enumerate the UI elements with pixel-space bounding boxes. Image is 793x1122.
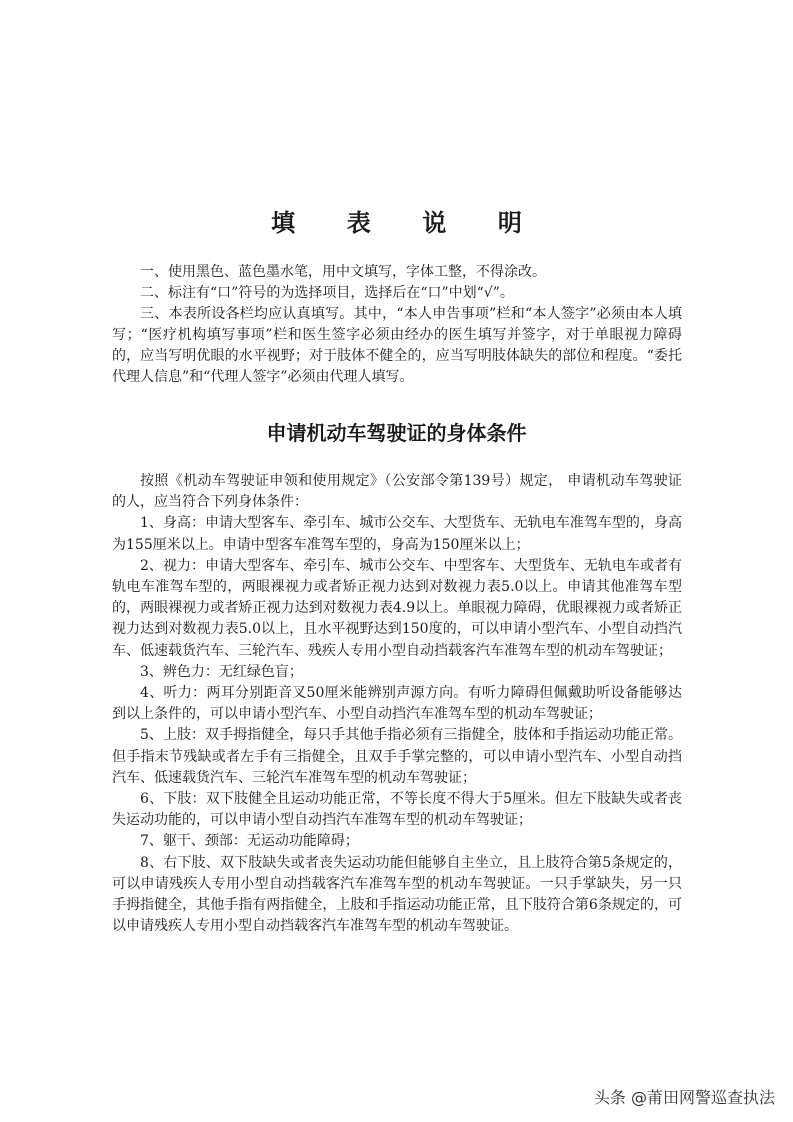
conditions-section <box>112 471 682 937</box>
condition-paragraph: 7、躯干、颈部：无运动功能障碍； <box>140 833 359 850</box>
condition-paragraph: 6、下肢：双下肢健全且运动功能正常，不等长度不得大于5厘米。但左下肢缺失或者丧失运动功能的，可以申请小型自动挡汽车准驾车型的机动车驾驶证； <box>112 791 682 829</box>
condition-paragraph: 按照《机动车驾驶证申领和使用规定》（公安部令第139号）规定， 申请机动车驾驶证的人，应当符合下列身体条件： <box>112 473 682 511</box>
condition-paragraph: 8、右下肢、双下肢缺失或者丧失运动功能但能够自主坐立，且上肢符合第5条规定的，可以申请残疾人专用小型自动挡载客汽车准驾车型的机动车驾驶证。一只手掌缺失，另一只手拇指健全，其他手指有两指健全，上肢和手指运动功能正常，且下肢符合第6条规定的，可以申请残疾人专用小型自动挡载客汽车准驾车型的机动车驾驶证。 <box>112 854 682 935</box>
section-title: 申请机动车驾驶证的身体条件 <box>266 421 527 445</box>
watermark: 头条 @莆田网警巡查执法 <box>593 1088 775 1107</box>
condition-paragraph: 1、身高：申请大型客车、牵引车、城市公交车、大型货车、无轨电车准驾车型的，身高为155厘米以上。申请中型客车准驾车型的，身高为150厘米以上； <box>112 515 682 553</box>
instruction-paragraph: 二、标注有“口”符号的为选择项目，选择后在“口”中划“√”。 <box>140 285 514 301</box>
instruction-paragraph: 三、本表所设各栏均应认真填写。其中，“本人申告事项”栏和“本人签字”必须由本人填写；“医疗机构填写事项”栏和医生签字必须由经办的医生填写并签字，对于单眼视力障碍的，应当写明优眼的水平视野；对于肢体不健全的，应当写明肢体缺失的部位和程度。“委托代理人信息”和“代理人签字”必须由代理人填写。 <box>112 306 682 385</box>
condition-paragraph: 2、视力：申请大型客车、牵引车、城市公交车、中型客车、大型货车、无轨电车或者有轨电车准驾车型的，两眼裸视力或者矫正视力达到对数视力表5.0以上。申请其他准驾车型的，两眼裸视力或者矫正视力达到对数视力表4.9以上。单眼视力障碍，优眼裸视力或者矫正视力达到对数视力表5.0以上，且水平视野达到150度的，可以申请小型汽车、小型自动挡汽车、低速载货汽车、三轮汽车、残疾人专用小型自动挡载客汽车准驾车型的机动车驾驶证； <box>112 557 682 659</box>
condition-paragraph: 5、上肢：双手拇指健全，每只手其他手指必须有三指健全，肢体和手指运动功能正常。但手指末节残缺或者左手有三指健全，且双手手掌完整的，可以申请小型汽车、小型自动挡汽车、低速载货汽车、三轮汽车准驾车型的机动车驾驶证； <box>112 727 682 786</box>
condition-paragraph: 3、辨色力：无红绿色盲； <box>140 663 303 680</box>
instruction-paragraph: 一、使用黑色、蓝色墨水笔，用中文填写，字体工整，不得涂改。 <box>140 264 546 280</box>
page-title: 填 表 说 明 <box>271 209 544 237</box>
instructions-section <box>112 262 682 388</box>
condition-paragraph: 4、听力：两耳分别距音叉50厘米能辨别声源方向。有听力障碍但佩戴助听设备能够达到以上条件的，可以申请小型汽车、小型自动挡汽车准驾车型的机动车驾驶证； <box>112 685 682 723</box>
